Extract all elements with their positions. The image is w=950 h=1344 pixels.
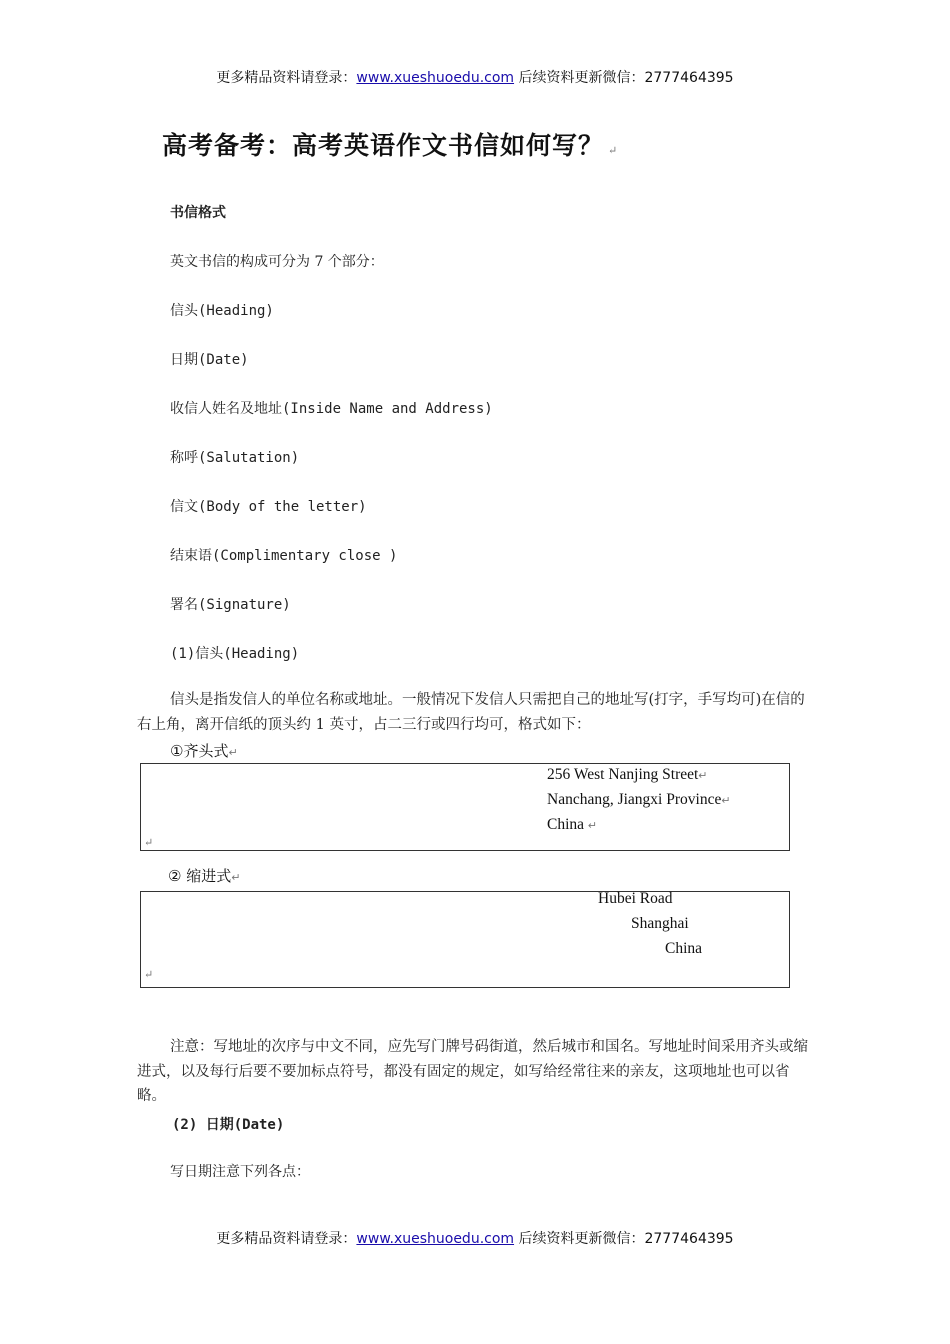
heading-section-title: (1)信头(Heading) — [170, 646, 300, 662]
document-title — [162, 126, 618, 162]
date-intro: 写日期注意下列各点： — [170, 1164, 310, 1180]
block-style-label-row — [170, 740, 238, 761]
list-item: 结束语(Complimentary close ) — [170, 548, 398, 564]
address-line: China — [665, 940, 703, 957]
address-line: China ↵ — [547, 816, 598, 833]
heading-paragraph: 信头是指发信人的单位名称或地址。一般情况下发信人只需把自己的地址写(打字，手写均可)在信的右上角，离开信纸的顶头约 1 英寸，占二三行或四行均可，格式如下： — [137, 692, 805, 733]
indent-style-label: ② 缩进式 — [168, 867, 232, 885]
address-line: Hubei Road — [598, 890, 673, 907]
header-suffix: 后续资料更新微信：2777464395 — [514, 70, 734, 86]
return-mark: ↵ — [608, 144, 619, 157]
page-header — [0, 67, 950, 87]
return-mark: ↵ — [144, 836, 154, 849]
block-style-label: ①齐头式 — [170, 742, 229, 760]
return-mark: ↵ — [144, 968, 154, 981]
address-line: Shanghai — [631, 915, 689, 932]
list-item: 日期(Date) — [170, 352, 249, 368]
footer-link[interactable]: www.xueshuoedu.com — [356, 1231, 515, 1247]
section-title: 书信格式 — [170, 205, 226, 221]
list-item: 收信人姓名及地址(Inside Name and Address) — [170, 401, 493, 417]
indent-style-box — [140, 891, 790, 988]
intro-text: 英文书信的构成可分为 7 个部分： — [170, 254, 384, 270]
address-line: 256 West Nanjing Street↵ — [547, 766, 708, 783]
footer-suffix: 后续资料更新微信：2777464395 — [514, 1231, 734, 1247]
title-text: 高考备考：高考英语作文书信如何写？ — [162, 131, 605, 160]
address-line: Nanchang, Jiangxi Province↵ — [547, 791, 731, 808]
note-paragraph: 注意：写地址的次序与中文不同，应先写门牌号码街道，然后城市和国名。写地址时间采用齐头或缩进式，以及每行后要不要加标点符号，都没有固定的规定，如写给经常往来的亲友，这项地址也可以省略。 — [137, 1039, 808, 1104]
page-footer — [0, 1228, 950, 1248]
date-section-title: (2) 日期(Date) — [172, 1117, 285, 1133]
footer-prefix: 更多精品资料请登录： — [216, 1231, 357, 1247]
list-item: 称呼(Salutation) — [170, 450, 300, 466]
return-mark: ↵ — [228, 746, 238, 759]
list-item: 署名(Signature) — [170, 597, 291, 613]
list-item: 信文(Body of the letter) — [170, 499, 367, 515]
header-link[interactable]: www.xueshuoedu.com — [356, 70, 515, 86]
block-style-box — [140, 763, 790, 851]
list-item: 信头(Heading) — [170, 303, 274, 319]
indent-style-label-row — [168, 865, 240, 886]
return-mark: ↵ — [231, 871, 241, 884]
header-prefix: 更多精品资料请登录： — [216, 70, 357, 86]
